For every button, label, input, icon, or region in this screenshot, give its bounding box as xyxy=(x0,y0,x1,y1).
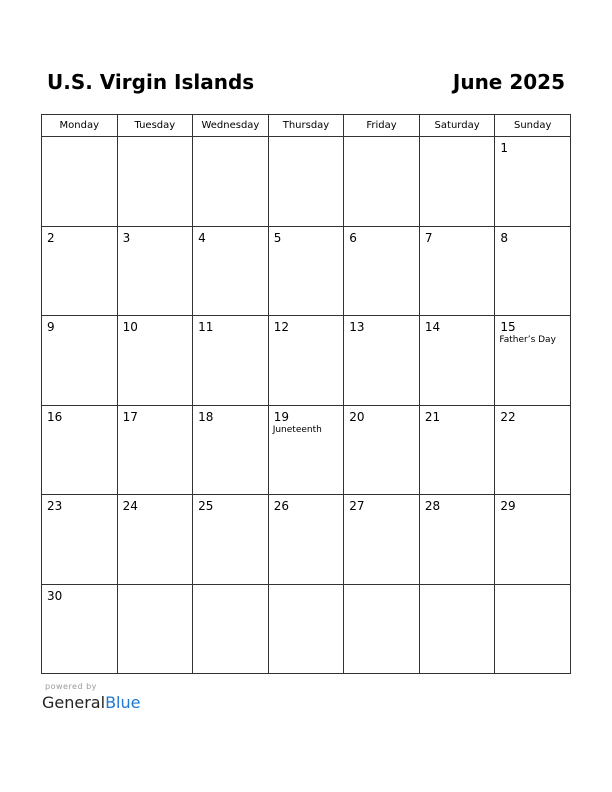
day-cell xyxy=(42,316,118,406)
weekday-sunday: Sunday xyxy=(495,115,571,137)
brand-general-text: General xyxy=(42,693,106,712)
day-number xyxy=(344,585,419,589)
day-cell xyxy=(268,137,344,227)
week-row xyxy=(42,316,571,406)
weekday-friday: Friday xyxy=(344,115,420,137)
day-cell xyxy=(193,137,269,227)
day-cell xyxy=(344,316,420,406)
brand-blue-text: Blue xyxy=(105,693,141,712)
day-cell xyxy=(419,405,495,495)
day-cell xyxy=(495,226,571,316)
day-number: 28 xyxy=(424,499,441,513)
week-row xyxy=(42,137,571,227)
day-cell xyxy=(193,316,269,406)
day-cell xyxy=(117,495,193,585)
brand-logo[interactable] xyxy=(42,693,140,712)
day-number xyxy=(118,137,193,141)
weekday-tuesday: Tuesday xyxy=(117,115,193,137)
day-cell xyxy=(193,226,269,316)
day-cell xyxy=(42,137,118,227)
day-cell xyxy=(117,137,193,227)
day-cell xyxy=(117,405,193,495)
day-number: 2 xyxy=(47,230,55,245)
day-number: 7 xyxy=(424,230,433,245)
day-number: 16 xyxy=(47,409,63,424)
day-cell xyxy=(344,226,420,316)
day-cell xyxy=(344,405,420,495)
day-number: 15 xyxy=(500,320,516,334)
day-number: 6 xyxy=(349,230,357,245)
day-cell xyxy=(193,584,269,674)
day-cell xyxy=(495,316,571,406)
day-number: 24 xyxy=(122,499,138,513)
day-cell xyxy=(344,495,420,585)
day-cell xyxy=(495,495,571,585)
day-number: 19 xyxy=(273,409,289,424)
region-title: U.S. Virgin Islands xyxy=(47,70,255,94)
day-number: 14 xyxy=(424,320,441,334)
day-number xyxy=(118,585,193,589)
holiday-label: Father’s Day xyxy=(499,335,556,345)
day-number: 18 xyxy=(198,409,214,424)
day-cell xyxy=(42,584,118,674)
day-number xyxy=(193,585,268,589)
day-number xyxy=(420,137,495,141)
day-cell xyxy=(42,405,118,495)
day-number: 5 xyxy=(273,230,282,245)
week-row xyxy=(42,405,571,495)
day-number xyxy=(269,585,344,589)
day-number: 12 xyxy=(273,320,289,334)
day-cell xyxy=(495,405,571,495)
day-number xyxy=(495,585,570,589)
day-number: 1 xyxy=(500,141,509,155)
day-number: 23 xyxy=(47,499,63,513)
day-number: 25 xyxy=(198,499,214,513)
weekday-wednesday: Wednesday xyxy=(193,115,269,137)
day-number: 20 xyxy=(349,409,365,424)
day-number: 26 xyxy=(273,499,289,513)
day-cell xyxy=(268,584,344,674)
day-cell xyxy=(193,495,269,585)
day-number: 27 xyxy=(349,499,365,513)
day-number: 9 xyxy=(47,320,55,334)
day-number: 13 xyxy=(349,320,365,334)
month-year-title: June 2025 xyxy=(452,70,565,94)
day-cell xyxy=(419,137,495,227)
day-number: 3 xyxy=(122,230,131,245)
day-cell xyxy=(268,226,344,316)
day-cell xyxy=(268,405,344,495)
day-number xyxy=(344,137,419,141)
day-number xyxy=(42,137,117,141)
day-number xyxy=(420,585,495,589)
week-row xyxy=(42,584,571,674)
day-cell xyxy=(419,316,495,406)
day-cell xyxy=(117,316,193,406)
day-cell xyxy=(42,495,118,585)
day-cell xyxy=(419,226,495,316)
week-row xyxy=(42,495,571,585)
day-cell xyxy=(419,495,495,585)
day-number: 17 xyxy=(122,409,138,424)
day-cell xyxy=(344,137,420,227)
day-cell xyxy=(268,495,344,585)
day-cell xyxy=(495,137,571,227)
day-number: 8 xyxy=(500,230,509,245)
day-cell xyxy=(42,226,118,316)
day-number: 11 xyxy=(198,320,214,334)
day-number: 30 xyxy=(47,588,63,603)
holiday-label: Juneteenth xyxy=(272,424,322,435)
day-number xyxy=(193,137,268,141)
day-number xyxy=(269,137,344,141)
day-cell xyxy=(495,584,571,674)
day-cell xyxy=(419,584,495,674)
day-cell xyxy=(193,405,269,495)
month-calendar xyxy=(41,114,571,674)
weekday-monday: Monday xyxy=(42,115,118,137)
day-number: 10 xyxy=(122,320,138,334)
day-number: 22 xyxy=(500,409,516,424)
day-cell xyxy=(268,316,344,406)
day-number: 29 xyxy=(500,499,516,513)
weekday-saturday: Saturday xyxy=(419,115,495,137)
weekday-thursday: Thursday xyxy=(268,115,344,137)
weekday-header-row xyxy=(42,115,571,137)
day-number: 21 xyxy=(424,409,441,424)
week-row xyxy=(42,226,571,316)
day-cell xyxy=(344,584,420,674)
day-cell xyxy=(117,584,193,674)
powered-by-text: powered by xyxy=(45,682,97,691)
day-number: 4 xyxy=(198,230,206,245)
day-cell xyxy=(117,226,193,316)
